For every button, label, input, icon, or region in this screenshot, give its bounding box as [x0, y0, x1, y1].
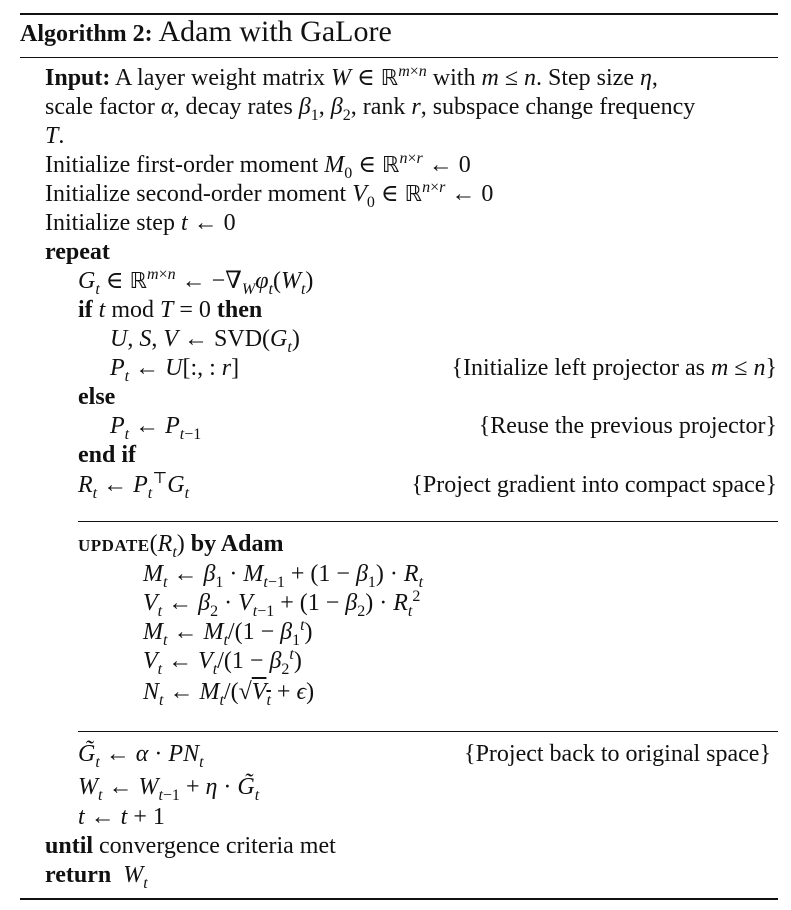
- comment-back: {Project back to original space}: [464, 741, 771, 767]
- title-rule: [20, 57, 778, 58]
- project-line: $R_t$ ← $P_t^⊤G_t$: [78, 470, 190, 502]
- else-keyword: else: [78, 384, 116, 410]
- init-step: Initialize step t ← 0: [45, 210, 236, 236]
- if-line: if t mod T = 0 then: [78, 297, 263, 323]
- separator-1: [78, 521, 778, 522]
- comment-project: {Project gradient into compact space}: [411, 472, 777, 498]
- adam-m-correct: $M_t$ ← $M_t/(1 - \beta_1^t)$: [143, 617, 313, 649]
- init-second-moment: Initialize second-order moment $V_0$ ∈ ℝ$^{n\times r}$ ← 0: [45, 179, 494, 211]
- endif-keyword: end if: [78, 442, 137, 468]
- weight-update-line: $W_t$ ← $W_{t-1} + \eta$ · $G̃_t$: [78, 774, 260, 804]
- adam-normalize: $N_t$ ← $M_t/(√V_t + \epsilon)$: [143, 679, 315, 709]
- init-first-moment: Initialize first-order moment $M_0$ ∈ ℝ$^{n\times r}$ ← 0: [45, 150, 471, 182]
- update-header: $update(R_t)$ by Adam: [78, 531, 284, 561]
- input-text: A layer weight matrix: [110, 65, 331, 91]
- until-line: until convergence criteria met: [45, 833, 336, 859]
- projector-reuse-line: $P_t$ ← $P_{t-1}$: [110, 413, 202, 443]
- input-line-1: Input: A layer weight matrix W ∈ ℝ$^{m\times n}$ with m ≤ n. Step size η,: [45, 63, 658, 91]
- adam-v-correct: $V_t$ ← $V_t/(1 - \beta_2^t)$: [143, 646, 302, 678]
- project-back-line: $G̃_t$ ← $\alpha \cdot PN_t$: [78, 741, 204, 771]
- input-line-2: scale factor α, decay rates $\beta_1$, $\beta_2$, rank r, subspace change frequency: [45, 94, 696, 124]
- svd-line: U, S, V ← $SVD(G_t)$: [110, 326, 300, 356]
- gradient-line: $G_t$ ∈ ℝ$^{m\times n}$ ← $-\nabla_W\varphi_t(W_t)$: [78, 266, 314, 298]
- return-line: return $W_t$: [45, 862, 148, 892]
- step-increment-line: t ← t + 1: [78, 804, 165, 830]
- projector-init-line: $P_t$ ← U[:, : r]: [110, 355, 240, 385]
- comment-reuse: {Reuse the previous projector}: [478, 413, 777, 439]
- top-rule: [20, 13, 778, 15]
- input-keyword: Input:: [45, 65, 111, 91]
- adam-v-update: $V_t$ ← $\beta_2 \cdot V_{t-1} + (1 - \beta_2) \cdot R_t^2$: [143, 588, 421, 620]
- algorithm-title: [20, 16, 392, 50]
- algorithm-name: Adam with GaLore: [158, 15, 392, 48]
- bottom-rule: [20, 898, 778, 900]
- comment-init-left: {Initialize left projector as m ≤ n}: [451, 355, 777, 381]
- algorithm-label: Algorithm 2:: [20, 21, 153, 47]
- repeat-keyword: repeat: [45, 239, 110, 265]
- adam-m-update: $M_t$ ← $\beta_1 \cdot M_{t-1} + (1 - \beta_1) \cdot R_t$: [143, 561, 424, 591]
- separator-2: [78, 731, 778, 732]
- input-line-3: T.: [45, 123, 65, 149]
